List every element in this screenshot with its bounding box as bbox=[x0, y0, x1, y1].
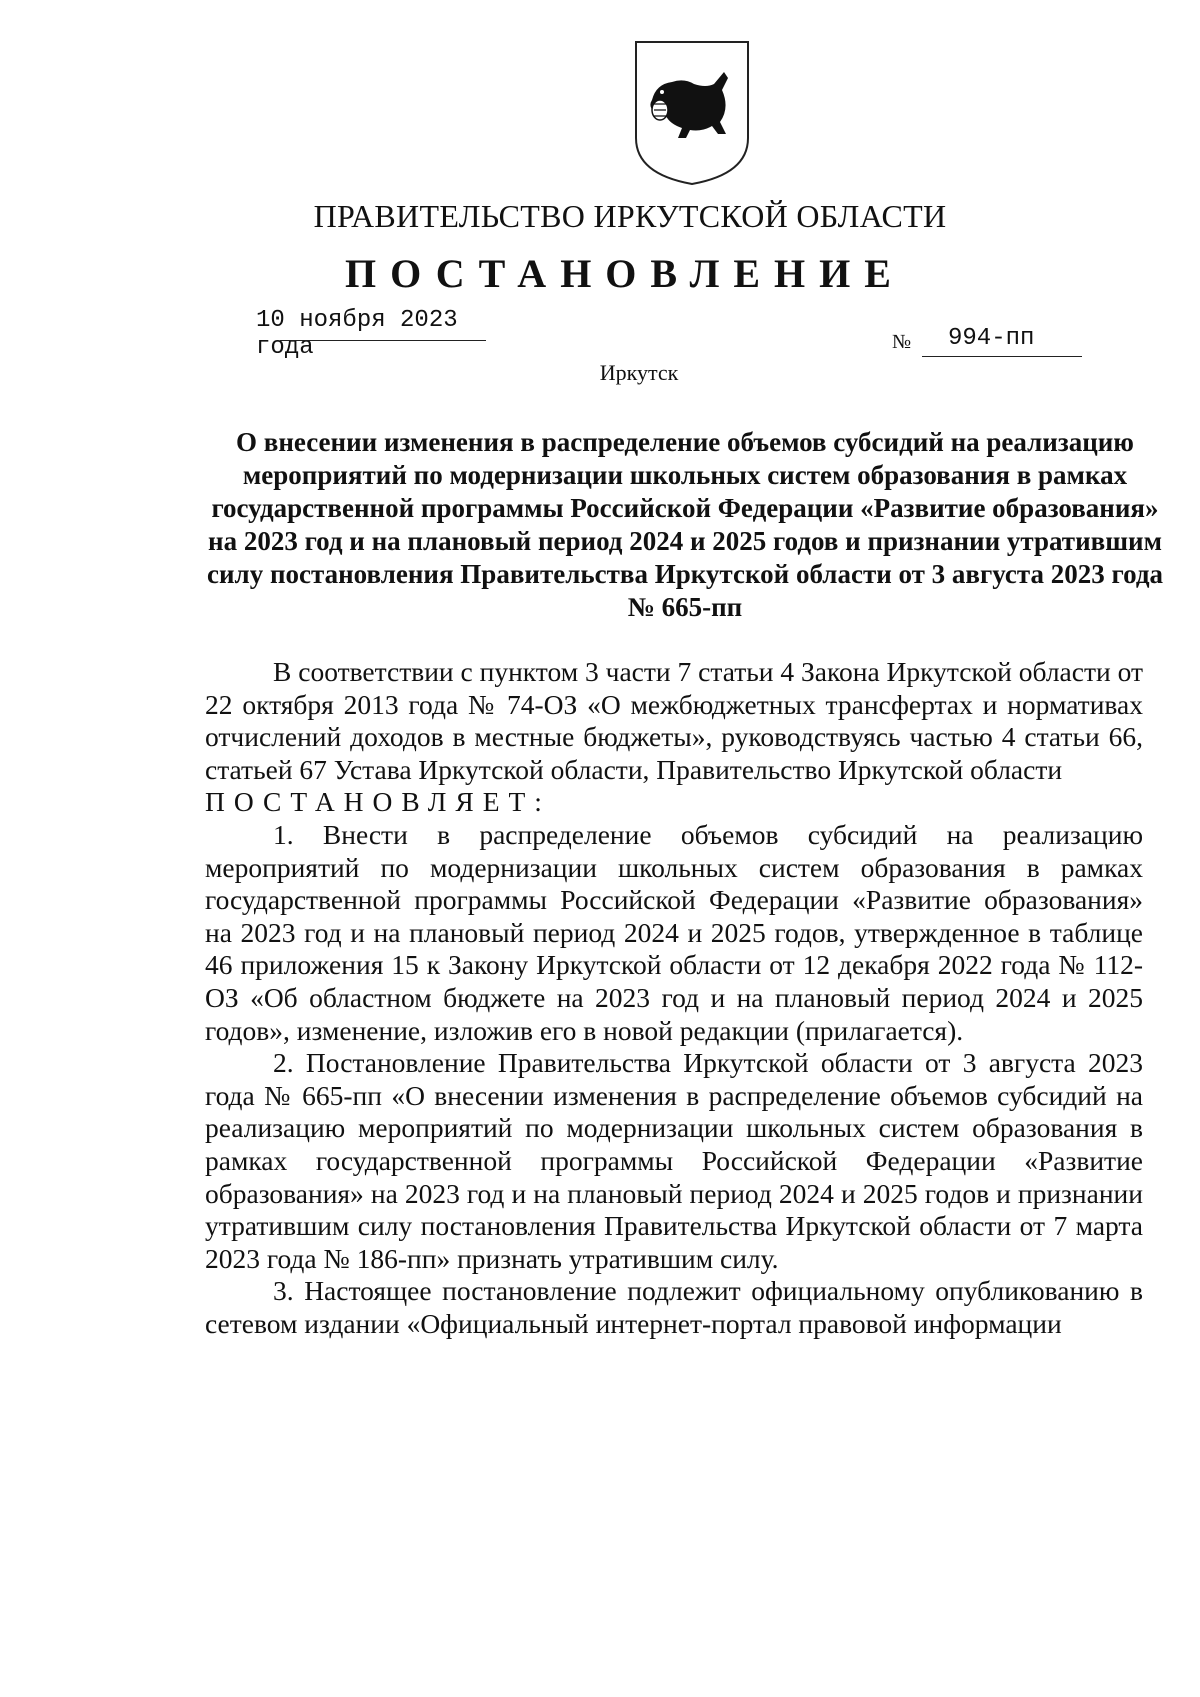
number-underline bbox=[922, 356, 1082, 357]
item-paragraph-3: 3. Настоящее постановление подлежит официальному опубликованию в сетевом издании «Официальный интернет-портал правовой информации bbox=[205, 1275, 1143, 1339]
city-name: Иркутск bbox=[599, 360, 679, 385]
decree-word: ПОСТАНОВЛЯЕТ: bbox=[205, 786, 551, 818]
number-value: 994-пп bbox=[948, 325, 1035, 352]
document-date bbox=[256, 307, 486, 361]
number-sign: № bbox=[892, 331, 912, 353]
document-body bbox=[205, 656, 1143, 1340]
irkutsk-coat-of-arms-icon bbox=[632, 38, 752, 186]
document-kind: ПОСТАНОВЛЕНИЕ bbox=[345, 251, 905, 296]
government-title: ПРАВИТЕЛЬСТВО ИРКУТСКОЙ ОБЛАСТИ bbox=[313, 198, 947, 234]
date-underline bbox=[280, 340, 486, 341]
item-paragraph-1: 1. Внести в распределение объемов субсидий на реализацию мероприятий по модернизации школьных систем образования в рамках государственной программы Российской Федерации «Развитие образования» на 2023 год и на плановый период 2024 и 2025 годов, утвержденное в таблице 46 приложения 15 к Закону Иркутской области от 12 декабря 2022 года № 112-ОЗ «Об областном бюджете на 2023 год и на плановый период 2024 и 2025 годов», изменение, изложив его в новой редакции (прилагается). bbox=[205, 818, 1143, 1046]
item-paragraph-2: 2. Постановление Правительства Иркутской области от 3 августа 2023 года № 665-пп «О внесении изменения в распределение объемов субсидий на реализацию мероприятий по модернизации школьных систем образования в рамках государственной программы Российской Федерации «Развитие образования» на 2023 год и на плановый период 2024 и 2025 годов и признании утратившим силу постановления Правительства Иркутской области от 7 марта 2023 года № 186-пп» признать утратившим силу. bbox=[205, 1047, 1143, 1274]
preamble-paragraph: В соответствии с пунктом 3 части 7 статьи 4 Закона Иркутской области от 22 октября 2013 года № 74-ОЗ «О межбюджетных трансфертах и нормативах отчислений доходов в местные бюджеты», руководствуясь частью 4 статьи 66, статьей 67 Устава Иркутской области, Правительство Иркутской области bbox=[205, 656, 1143, 785]
document-heading: О внесении изменения в распределение объемов субсидий на реализацию мероприятий по модернизации школьных систем образования в рамках государственной программы Российской Федерации «Развитие образования» на 2023 год и на плановый период 2024 и 2025 годов и признании утратившим силу постановления Правительства Иркутской области от 3 августа 2023 года № 665-пп bbox=[207, 427, 1163, 622]
date-value: 10 ноября 2023 года bbox=[256, 307, 458, 361]
